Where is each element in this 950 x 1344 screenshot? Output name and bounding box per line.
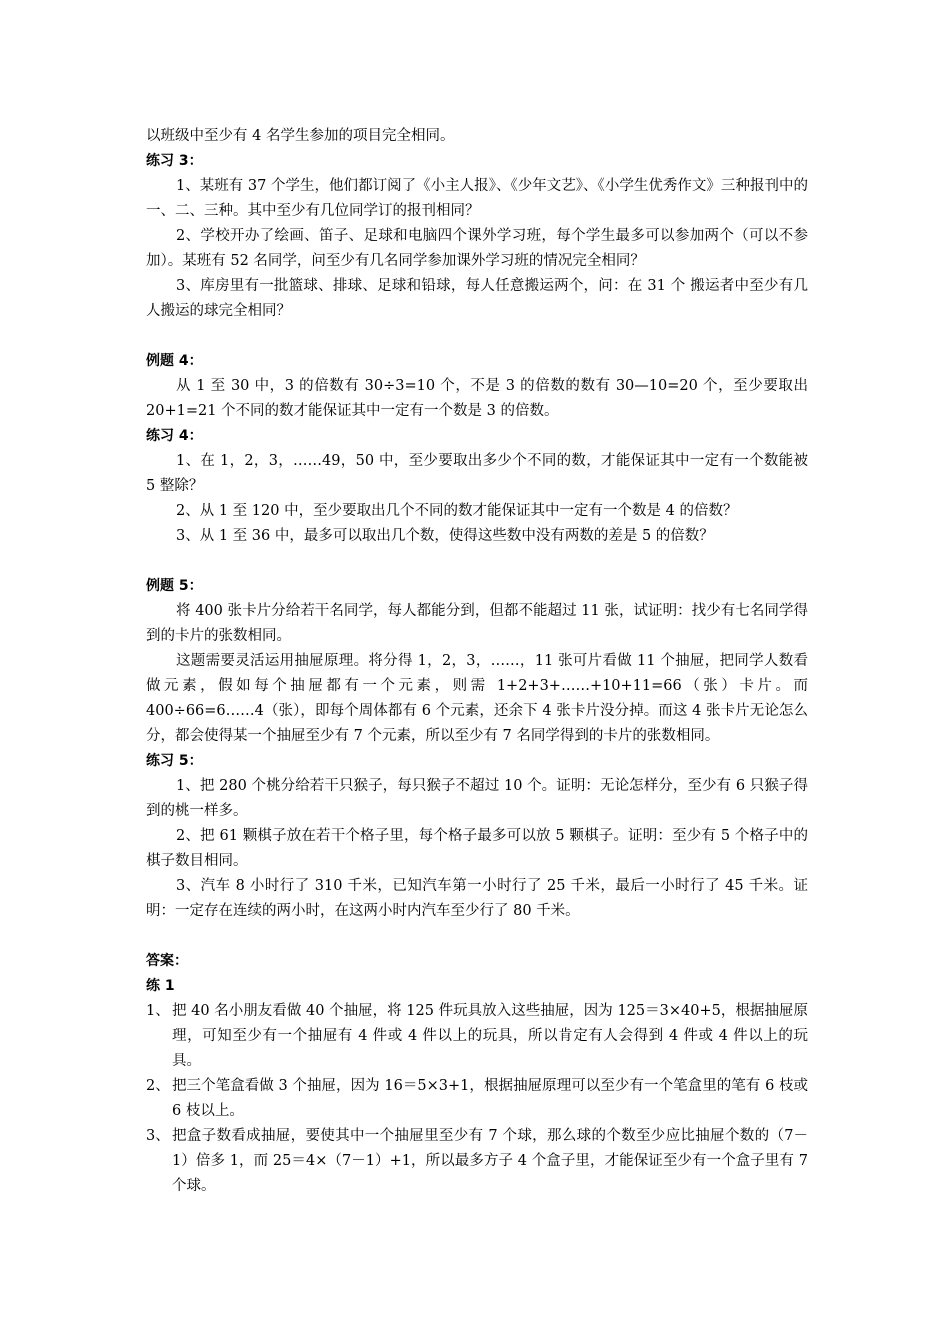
example-5-paragraph-1: 将 400 张卡片分给若干名同学，每人都能分到，但都不能超过 11 张，试证明：找少有七名同学得到的卡片的张数相同。 <box>146 603 808 644</box>
spacer <box>146 924 808 949</box>
exercise-4-item-1: 1、在 1，2，3，……49，50 中，至少要取出多少个不同的数，才能保证其中一定有一个数能被 5 整除？ <box>146 453 808 494</box>
answer-number: 3、 <box>146 1128 170 1144</box>
answer-text: 把三个笔盒看做 3 个抽屉，因为 16＝5×3+1，根据抽屉原理可以至少有一个笔盒里的笔有 6 枝或 6 枝以上。 <box>172 1078 808 1119</box>
intro-tail: 以班级中至少有 4 名学生参加的项目完全相同。 <box>146 128 455 144</box>
spacer <box>146 549 808 574</box>
exercise-4-item-2: 2、从 1 至 120 中，至少要取出几个不同的数才能保证其中一定有一个数是 4 的倍数？ <box>176 503 738 519</box>
answer-text: 把盒子数看成抽屉，要使其中一个抽屉里至少有 7 个球，那么球的个数至少应比抽屉个数的（7－1）倍多 1，而 25＝4×（7－1）+1，所以最多方子 4 个盒子里，才能保证至少有一个盒子里有 7 个球。 <box>172 1128 808 1194</box>
answer-number: 2、 <box>146 1078 170 1094</box>
example-4-text: 从 1 至 30 中，3 的倍数有 30÷3=10 个，不是 3 的倍数的数有 30—10=20 个，至少要取出 20+1=21 个不同的数才能保证其中一定有一个数是 3 的倍数。 <box>146 378 808 419</box>
exercise-5-item-2: 2、把 61 颗棋子放在若干个格子里，每个格子最多可以放 5 颗棋子。证明：至少有 5 个格子中的棋子数目相同。 <box>146 828 808 869</box>
answer-item <box>146 999 808 1074</box>
exercise-3-heading: 练习 3： <box>146 153 203 169</box>
exercise-5-heading: 练习 5： <box>146 753 203 769</box>
answers-heading: 答案： <box>146 953 188 969</box>
exercise-4-heading: 练习 4： <box>146 428 203 444</box>
exercise-3-item-3: 3、库房里有一批篮球、排球、足球和铅球，每人任意搬运两个，问：在 31 个 搬运者中至少有几人搬运的球完全相同？ <box>146 278 808 319</box>
document-body <box>146 124 808 1199</box>
spacer <box>146 324 808 349</box>
exercise-5-item-1: 1、把 280 个桃分给若干只猴子，每只猴子不超过 10 个。证明：无论怎样分，至少有 6 只猴子得到的桃一样多。 <box>146 778 808 819</box>
answer-item <box>146 1074 808 1124</box>
example-5-heading: 例题 5： <box>146 578 203 594</box>
answer-number: 1、 <box>146 1003 170 1019</box>
exercise-5-item-3: 3、汽车 8 小时行了 310 千米，已知汽车第一小时行了 25 千米，最后一小时行了 45 千米。证明：一定存在连续的两小时，在这两小时内汽车至少行了 80 千米。 <box>146 878 808 919</box>
example-4-heading: 例题 4： <box>146 353 203 369</box>
example-5-paragraph-2: 这题需要灵活运用抽屉原理。将分得 1，2，3，……，11 张可片看做 11 个抽屉，把同学人数看做元素，假如每个抽屉都有一个元素，则需 1+2+3+……+10+11=66（张）卡片。而 400÷66=6……4（张），即每个周体都有 6 个元素，还余下 4 张卡片没分掉。而这 4 张卡片无论怎么分，都会使得某一个抽屉至少有 7 个元素，所以至少有 7 名同学得到的卡片的张数相同。 <box>146 653 808 744</box>
exercise-3-item-2: 2、学校开办了绘画、笛子、足球和电脑四个课外学习班，每个学生最多可以参加两个（可以不参加）。某班有 52 名同学，问至少有几名同学参加课外学习班的情况完全相同？ <box>146 228 808 269</box>
answer-text: 把 40 名小朋友看做 40 个抽屉，将 125 件玩具放入这些抽屉，因为 125＝3×40+5，根据抽屉原理，可知至少有一个抽屉有 4 件或 4 件以上的玩具，所以肯定有人会得到 4 件或 4 件以上的玩具。 <box>172 1003 808 1069</box>
exercise-4-item-3: 3、从 1 至 36 中，最多可以取出几个数，使得这些数中没有两数的差是 5 的倍数？ <box>176 528 714 544</box>
exercise-3-item-1: 1、某班有 37 个学生，他们都订阅了《小主人报》、《少年文艺》、《小学生优秀作文》三种报刊中的一、二、三种。其中至少有几位同学订的报刊相同？ <box>146 178 808 219</box>
answers-subheading: 练 1 <box>146 978 175 994</box>
answer-item <box>146 1124 808 1199</box>
